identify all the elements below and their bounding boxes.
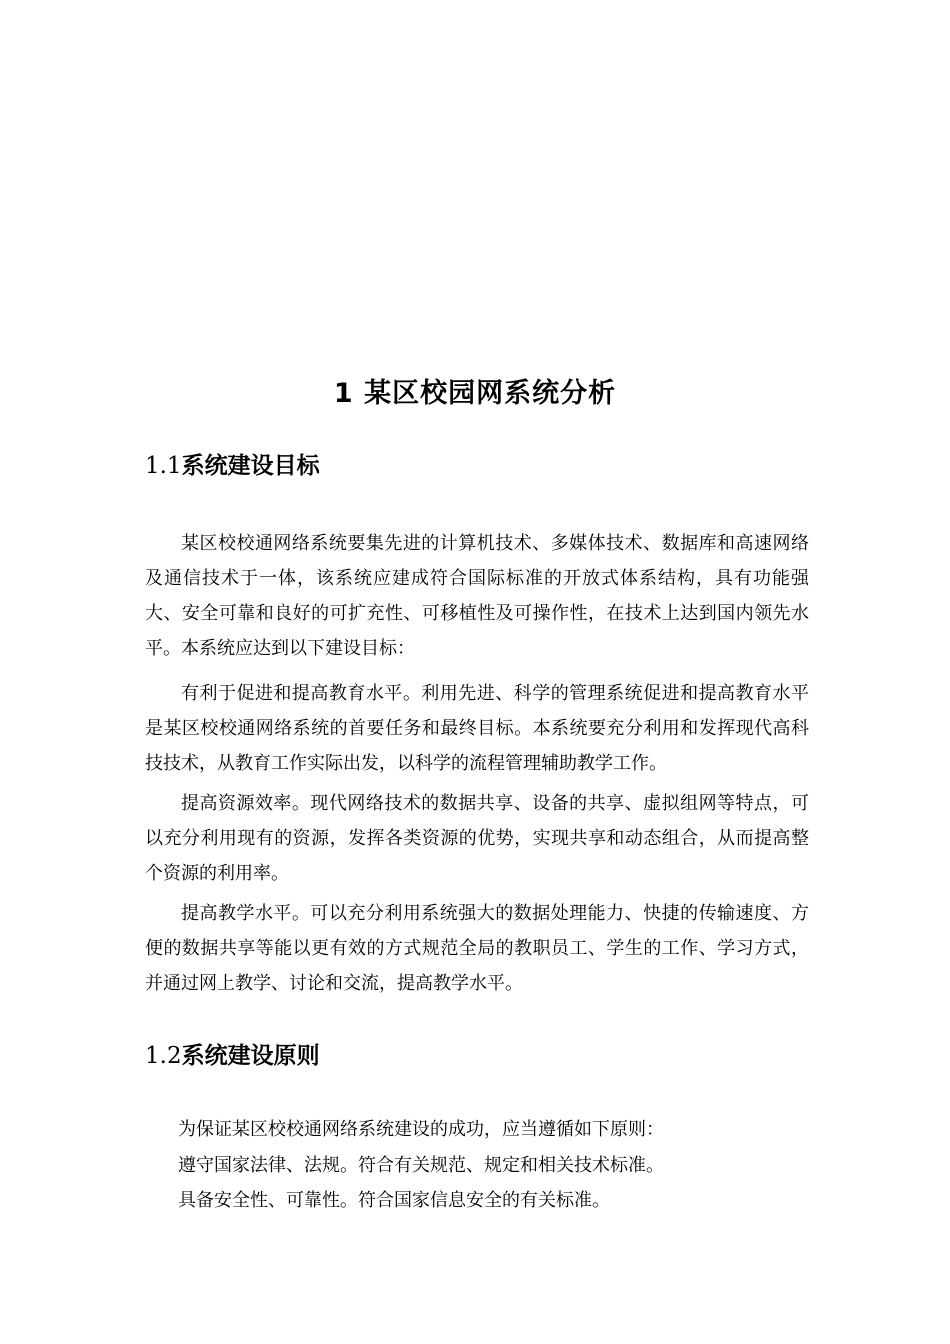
section-heading-text: 系统建设目标	[181, 453, 320, 479]
principle-line: 为保证某区校校通网络系统建设的成功，应当遵循如下原则：	[178, 1119, 664, 1140]
section-number: 1.2	[145, 1043, 182, 1069]
principle-line: 遵守国家法律、法规。符合有关规范、规定和相关技术标准。	[178, 1155, 664, 1176]
paragraph: 有利于促进和提高教育水平。利用先进、科学的管理系统促进和提高教育水平是某区校校通网络系统的首要任务和最终目标。本系统要充分利用和发挥现代高科技技术，从教育工作实际出发，以科学的流程管理辅助教学工作。	[145, 683, 809, 774]
section-title-1-2	[145, 1038, 320, 1074]
principle-line: 具备安全性、可靠性。符合国家信息安全的有关标准。	[178, 1190, 610, 1211]
section-heading-text: 系统建设原则	[181, 1043, 320, 1069]
paragraph: 提高资源效率。现代网络技术的数据共享、设备的共享、虚拟组网等特点，可以充分利用现有的资源，发挥各类资源的优势，实现共享和动态组合，从而提高整个资源的利用率。	[145, 793, 809, 884]
section-number: 1.1	[145, 453, 182, 479]
section-title-1-1	[145, 448, 320, 484]
paragraph: 某区校校通网络系统要集先进的计算机技术、多媒体技术、数据库和高速网络及通信技术于一体，该系统应建成符合国际标准的开放式体系结构，具有功能强大、安全可靠和良好的可扩充性、可移植性及可操作性，在技术上达到国内领先水平。本系统应达到以下建设目标：	[145, 533, 809, 659]
paragraph: 提高教学水平。可以充分利用系统强大的数据处理能力、快捷的传输速度、方便的数据共享等能以更有效的方式规范全局的教职员工、学生的工作、学习方式，并通过网上教学、讨论和交流，提高教学水平。	[145, 903, 809, 994]
chapter-title: 1 某区校园网系统分析	[333, 378, 617, 409]
